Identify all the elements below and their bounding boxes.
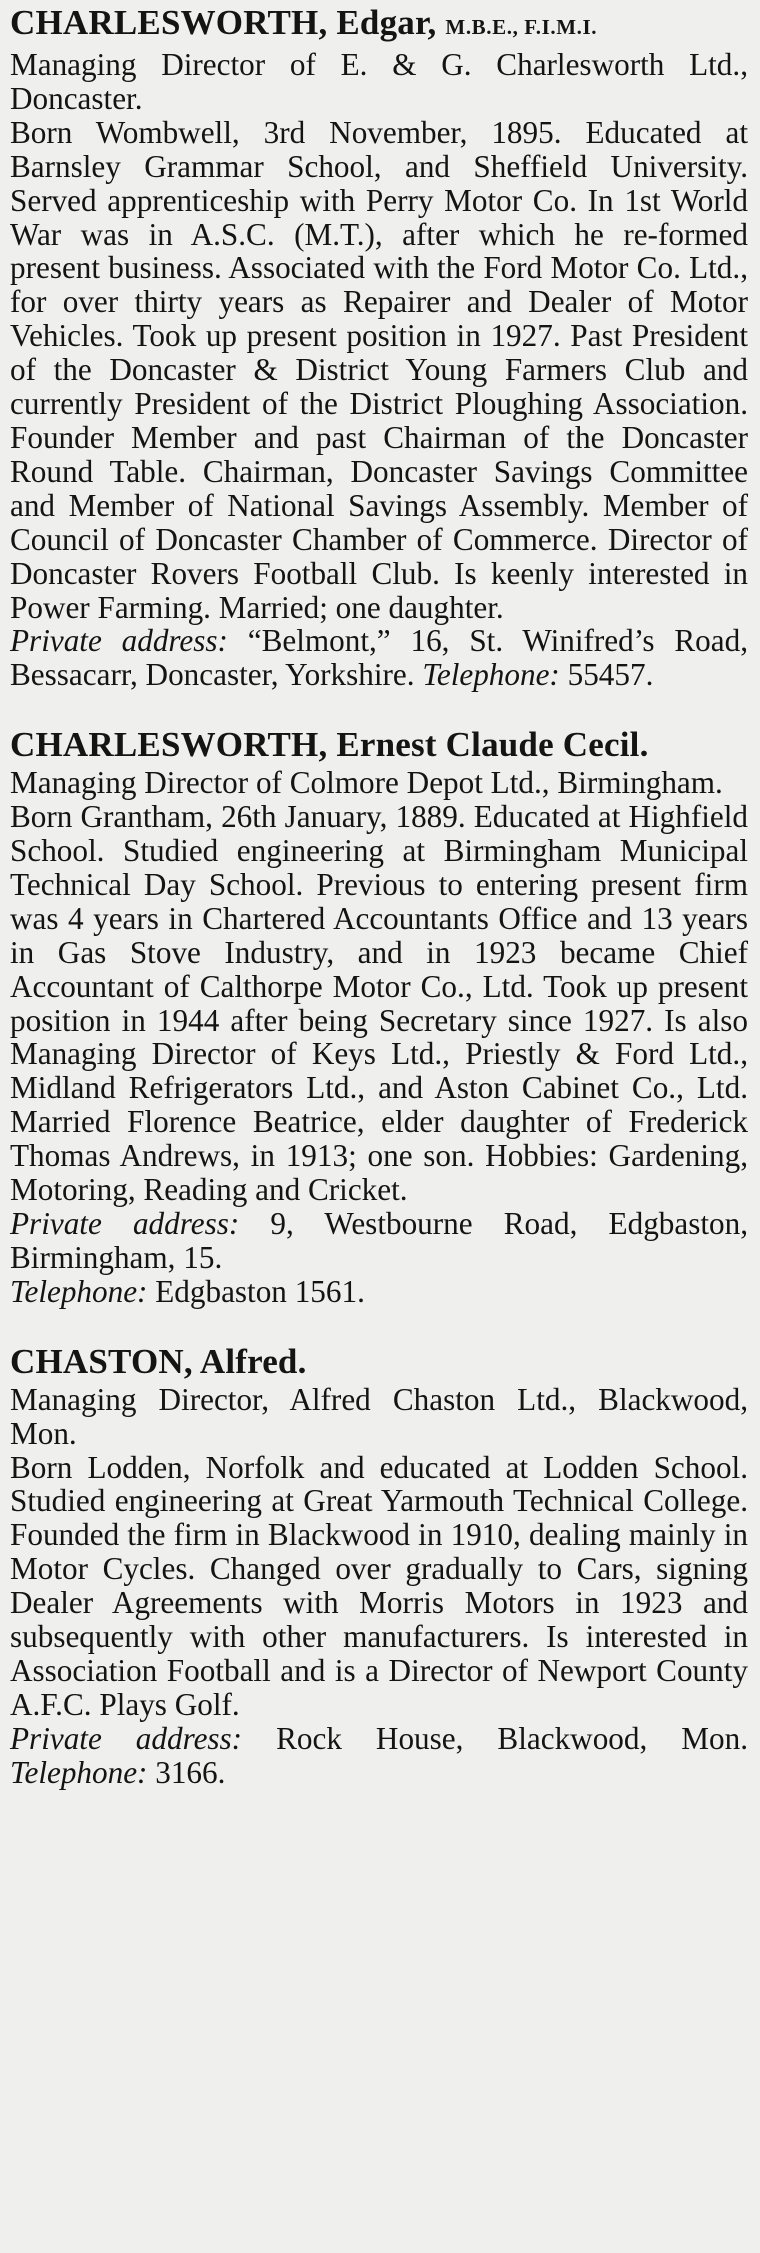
entry-biography: Born Lodden, Norfolk and educated at Lodden School. Studied engineering at Great Yarmouth Technical College. Founded the firm in Blackwood in 1910, dealing mainly in Motor Cycles. Changed over gradually to Cars, signing Dealer Agreements with Morris Motors in 1923 and subsequently with other manufacturers. Is interested in Association Football and is a Director of Newport County A.F.C. Plays Golf. bbox=[10, 1449, 748, 1722]
directory-entry bbox=[10, 2, 748, 692]
entry-forenames: Edgar, bbox=[336, 3, 437, 42]
entry-position: Managing Director of E. & G. Charlesworth Ltd., Doncaster. bbox=[10, 47, 748, 116]
entry-forenames: Alfred. bbox=[199, 1341, 307, 1381]
entry-contact bbox=[10, 624, 748, 692]
directory-page bbox=[10, 2, 748, 1790]
telephone-value: 55457. bbox=[567, 657, 654, 693]
entry-surname: CHASTON, bbox=[10, 1341, 193, 1381]
entry-surname: CHARLESWORTH, bbox=[10, 725, 328, 765]
entry-position: Managing Director, Alfred Chaston Ltd., Blackwood, Mon. bbox=[10, 1381, 748, 1451]
entry-heading bbox=[10, 1341, 748, 1383]
telephone-value: Edgbaston 1561. bbox=[155, 1273, 365, 1309]
entry-surname: CHARLESWORTH, bbox=[10, 3, 328, 42]
address-value: “Belmont,” 16, St. Winifred’s Road, Bessacarr, Doncaster, Yorkshire. bbox=[10, 623, 748, 693]
telephone-label: Telephone: bbox=[10, 1754, 148, 1790]
entry-biography: Born Wombwell, 3rd November, 1895. Educated at Barnsley Grammar School, and Sheffield University. Served apprenticeship with Perry Motor Co. In 1st World War was in A.S.C. (M.T.), after which he re-formed present business. Associated with the Ford Motor Co. Ltd., for over thirty years as Repairer and Dealer of Motor Vehicles. Took up present position in 1927. Past President of the Doncaster & District Young Farmers Club and currently President of the District Ploughing Association. Founder Member and past Chairman of the Doncaster Round Table. Chairman, Doncaster Savings Committee and Member of National Savings Assembly. Member of Council of Doncaster Chamber of Commerce. Director of Doncaster Rovers Football Club. Is keenly interested in Power Farming. Married; one daughter. bbox=[10, 114, 748, 625]
telephone-value: 3166. bbox=[155, 1754, 226, 1790]
entry-telephone bbox=[10, 1275, 748, 1309]
entry-position: Managing Director of Colmore Depot Ltd., Birmingham. bbox=[10, 765, 723, 801]
directory-entry bbox=[10, 724, 748, 1309]
entry-qualifications: M.B.E., F.I.M.I. bbox=[445, 15, 598, 39]
entry-address bbox=[10, 1207, 748, 1275]
address-label: Private address: bbox=[10, 1206, 240, 1241]
entry-heading bbox=[10, 2, 748, 48]
address-label: Private address: bbox=[10, 1720, 243, 1756]
directory-entry bbox=[10, 1341, 748, 1790]
entry-biography: Born Grantham, 26th January, 1889. Educated at Highfield School. Studied engineering at Birmingham Municipal Technical Day School. Previous to entering present firm was 4 years in Chartered Accountants Office and 13 years in Gas Stove Industry, and in 1923 became Chief Accountant of Calthorpe Motor Co., Ltd. Took up present position in 1944 after being Secretary since 1927. Is also Managing Director of Keys Ltd., Priestly & Ford Ltd., Midland Refrigerators Ltd., and Aston Cabinet Co., Ltd. Married Florence Beatrice, elder daughter of Frederick Thomas Andrews, in 1913; one son. Hobbies: Gardening, Motoring, Reading and Cricket. bbox=[10, 799, 748, 1208]
address-label: Private address: bbox=[10, 623, 228, 659]
address-value: Rock House, Blackwood, Mon. bbox=[276, 1720, 749, 1756]
entry-contact bbox=[10, 1722, 748, 1790]
telephone-label: Telephone: bbox=[10, 1273, 148, 1309]
entry-heading bbox=[10, 724, 748, 766]
telephone-label: Telephone: bbox=[422, 657, 560, 693]
entry-forenames: Ernest Claude Cecil. bbox=[336, 725, 649, 765]
address-value: 9, Westbourne Road, Edgbaston, Birmingham, 15. bbox=[10, 1206, 749, 1275]
